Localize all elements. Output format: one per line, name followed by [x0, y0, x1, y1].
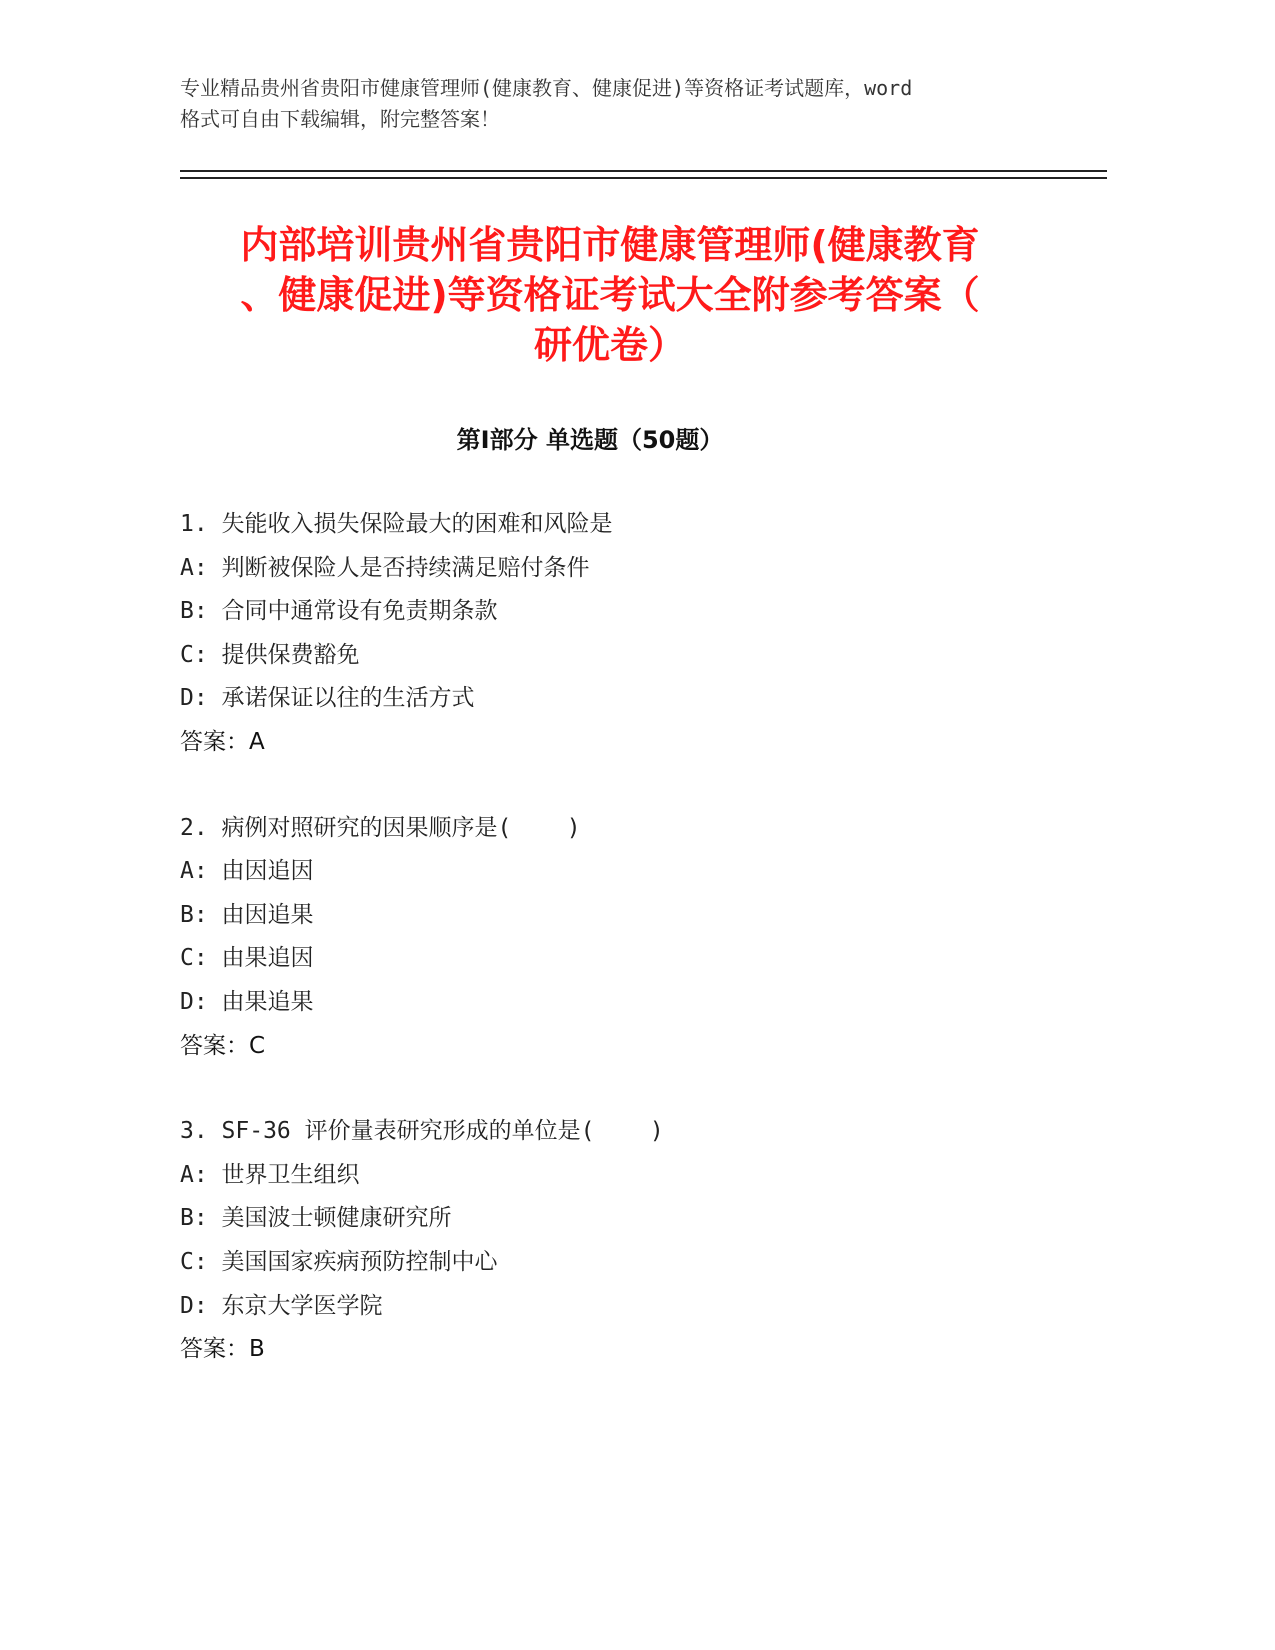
option-b: B: 合同中通常设有免责期条款 [180, 598, 498, 625]
option-c: C: 提供保费豁免 [180, 641, 360, 668]
header-note-line-1: 专业精品贵州省贵阳市健康管理师(健康教育、健康促进)等资格证考试题库，word [180, 76, 913, 100]
option-c: C: 美国国家疾病预防控制中心 [180, 1248, 498, 1275]
option-d: D: 由果追果 [180, 988, 314, 1015]
header-note [180, 73, 1060, 135]
question-stem: 1. 失能收入损失保险最大的困难和风险是 [180, 511, 613, 537]
answer: 答案：C [180, 1032, 266, 1059]
document-title [180, 220, 1040, 370]
header-divider-top [180, 170, 1107, 172]
option-a: A: 由因追因 [180, 858, 314, 885]
option-a: A: 判断被保险人是否持续满足赔付条件 [180, 554, 590, 581]
question-3 [180, 1110, 1080, 1372]
document-title-line-3: 研优卷） [533, 323, 686, 367]
option-b: B: 美国波士顿健康研究所 [180, 1205, 452, 1232]
header-divider-bottom [180, 177, 1107, 179]
option-b: B: 由因追果 [180, 901, 314, 928]
section-title: 第Ⅰ部分 单选题（50题） [456, 426, 724, 454]
document-title-line-2: 、健康促进)等资格证考试大全附参考答案（ [240, 273, 980, 317]
question-2 [180, 807, 1080, 1069]
answer: 答案：A [180, 728, 265, 755]
question-1 [180, 503, 1080, 765]
header-note-line-2: 格式可自由下载编辑，附完整答案！ [180, 107, 500, 131]
document-title-line-1: 内部培训贵州省贵阳市健康管理师(健康教育 [240, 223, 980, 267]
option-d: D: 承诺保证以往的生活方式 [180, 685, 475, 712]
option-c: C: 由果追因 [180, 945, 314, 972]
question-stem: 2. 病例对照研究的因果顺序是( ) [180, 814, 581, 841]
option-d: D: 东京大学医学院 [180, 1292, 383, 1319]
answer: 答案：B [180, 1336, 265, 1363]
question-list [180, 503, 1080, 1414]
option-a: A: 世界卫生组织 [180, 1161, 360, 1188]
question-stem: 3. SF-36 评价量表研究形成的单位是( ) [180, 1118, 664, 1145]
